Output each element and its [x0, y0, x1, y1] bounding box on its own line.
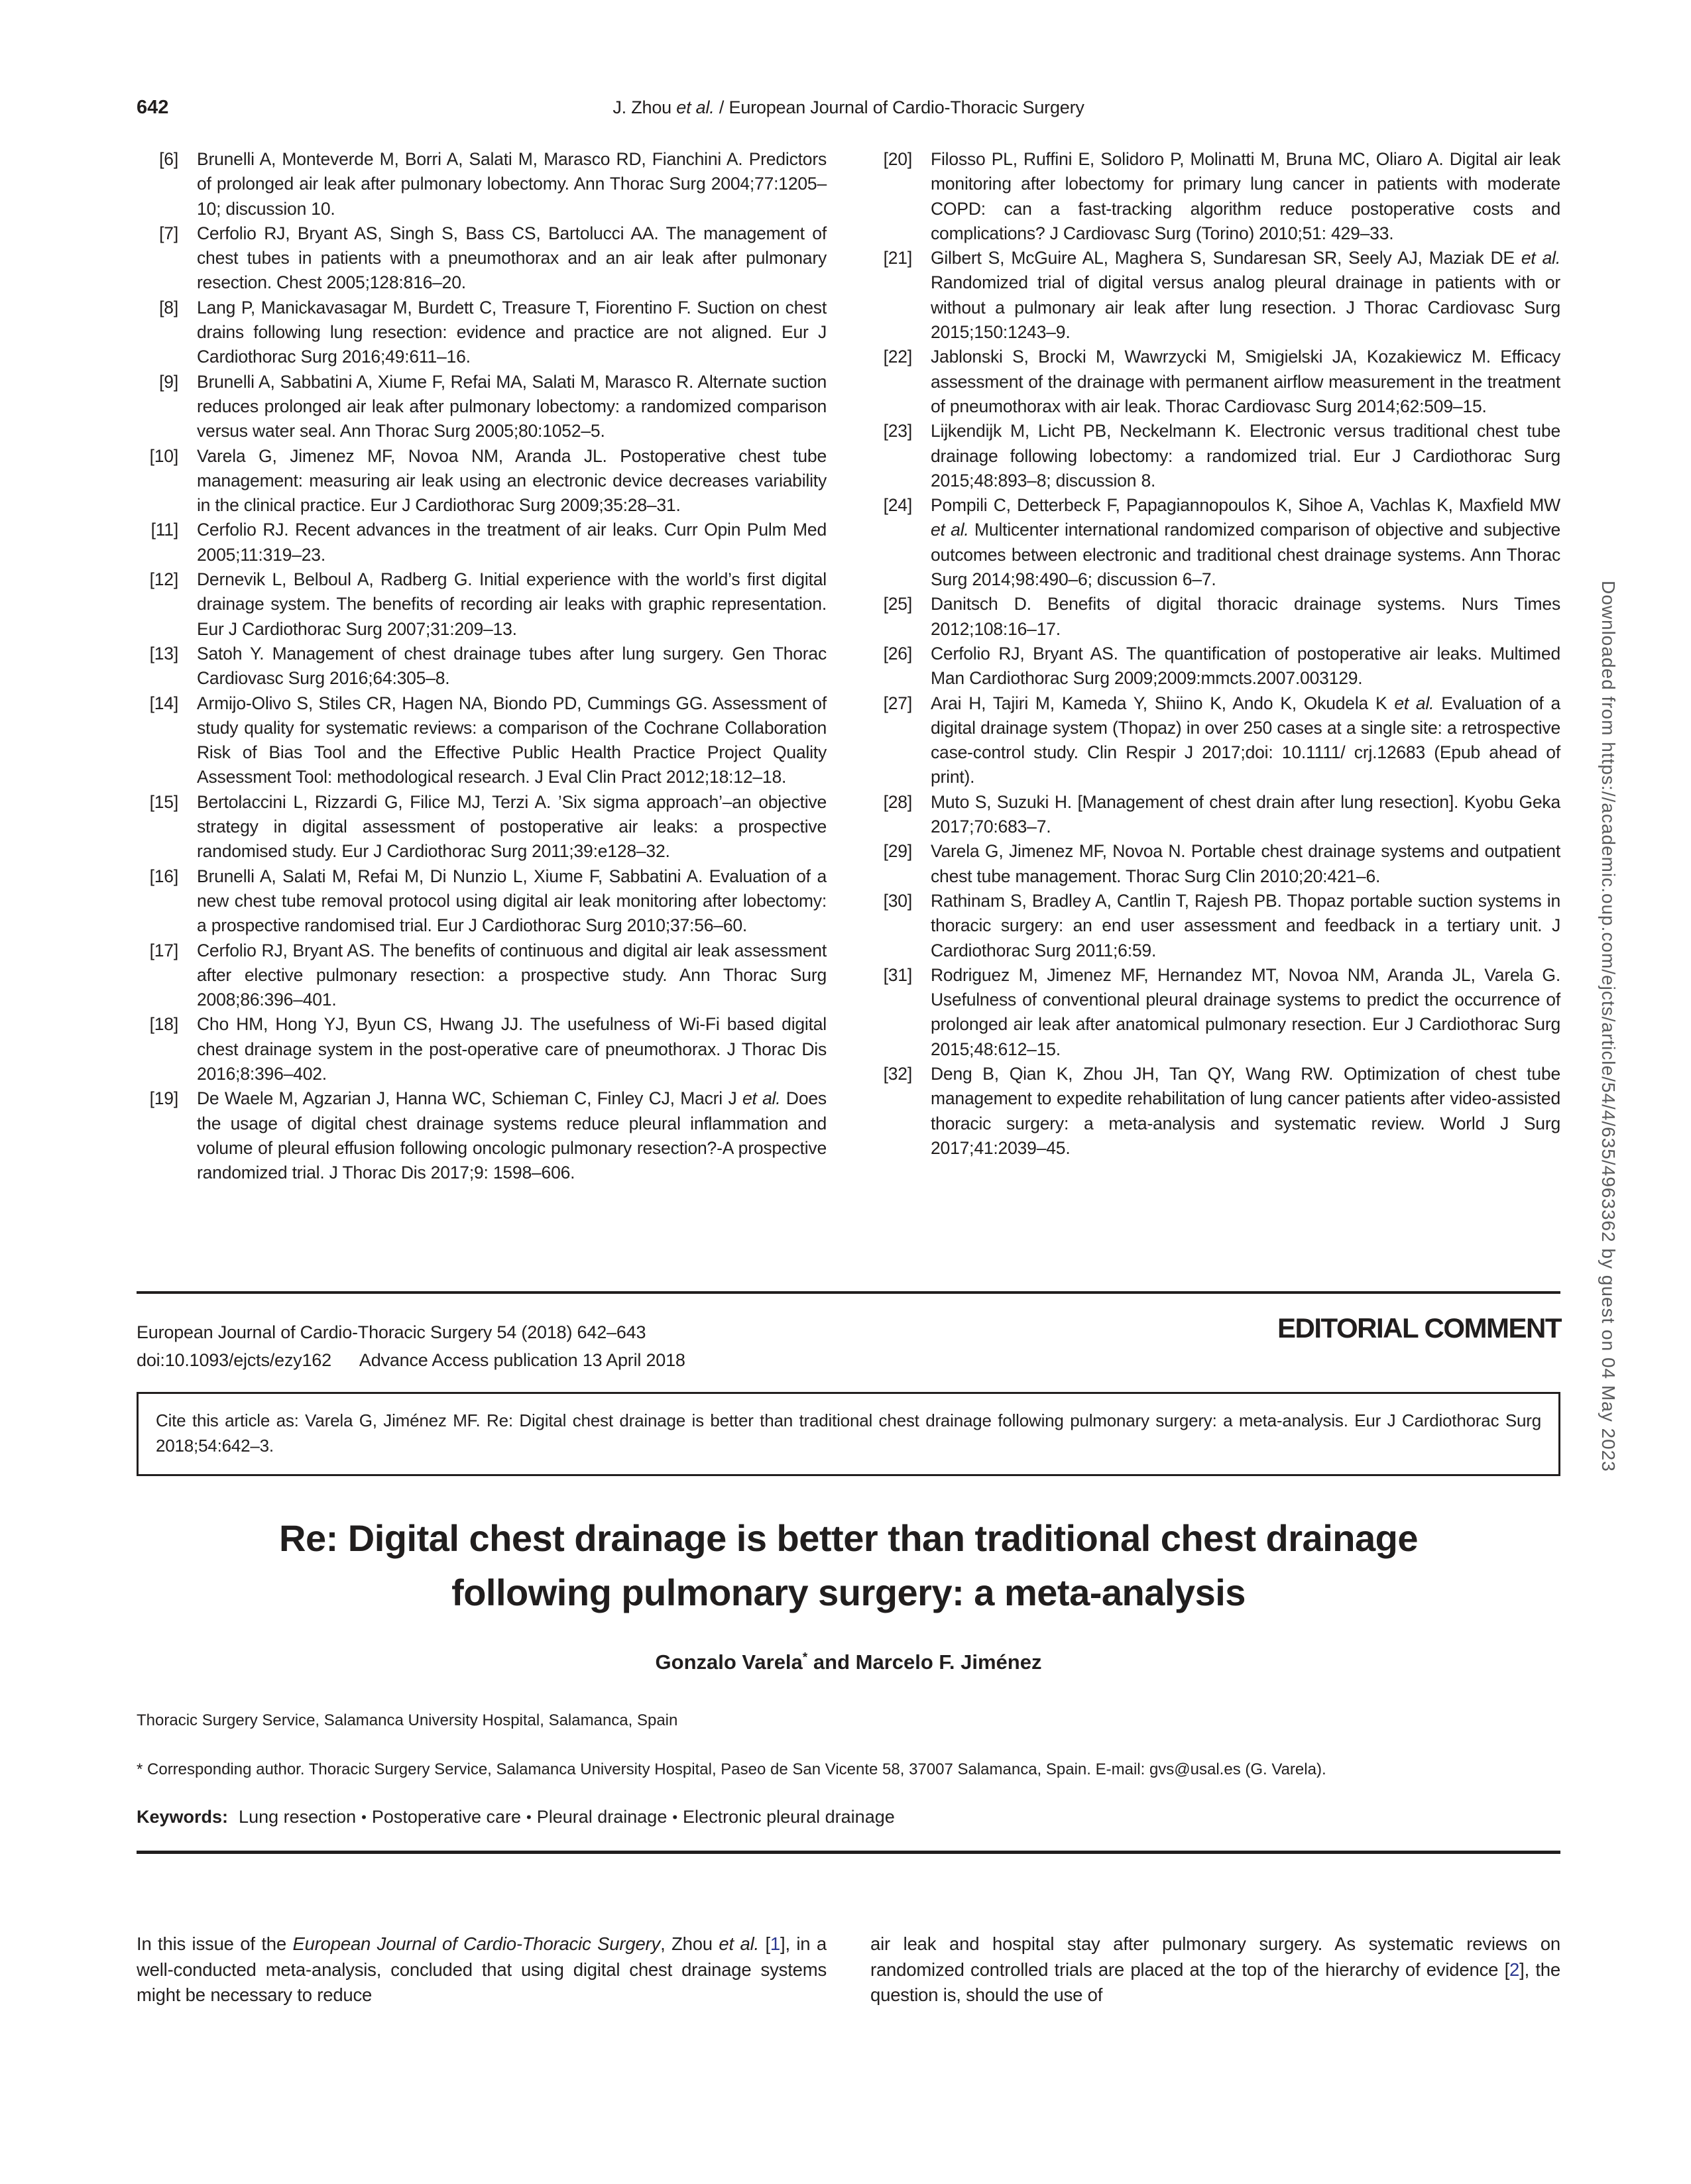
reference-number: [31] [883, 964, 912, 985]
reference-item [870, 246, 1560, 345]
references-right-column [870, 147, 1560, 1185]
reference-text [197, 223, 827, 293]
text-segment: et al. [1394, 693, 1434, 713]
text-segment: et al. [719, 1933, 759, 1954]
text-segment: ], in a well-conducted meta-analysis, concluded that using digital chest drainage systems might be necessary to reduce [137, 1933, 827, 2005]
text-segment: [ [758, 1933, 770, 1954]
text-segment: Dernevik L, Belboul A, Radberg G. Initial experience with the world’s first digital drainage system. The benefits of recording air leaks with graphic representation. Eur J Cardiothorac Surg 2007;31:209–13. [197, 569, 827, 639]
reference-item [137, 939, 827, 1013]
reference-text [197, 941, 827, 1010]
reference-number: [8] [159, 297, 178, 317]
text-segment: / European Journal of Cardio-Thoracic Surgery [714, 97, 1084, 117]
reference-number: [27] [883, 693, 912, 713]
reference-number: [24] [883, 495, 912, 516]
reference-text [197, 866, 827, 936]
text-segment: J. Zhou [612, 97, 677, 117]
keyword: Lung resection [239, 1807, 357, 1827]
text-segment: Cho HM, Hong YJ, Byun CS, Hwang JJ. The usefulness of Wi-Fi based digital chest drainage system in the post-operative care of pneumothorax. J Thorac Dis 2016;8:396–402. [197, 1014, 827, 1084]
reference-number: [29] [883, 841, 912, 862]
reference-number: [9] [159, 371, 178, 392]
article-title [137, 1511, 1560, 1620]
reference-text [197, 1088, 827, 1182]
download-watermark: Downloaded from https://academic.oup.com/ejcts/article/54/4/635/4963362 by guest on 04 May 2023 [1598, 581, 1619, 1472]
advance-access-text: Advance Access publication 13 April 2018 [359, 1350, 685, 1370]
article-title-line1: Re: Digital chest drainage is better than traditional chest drainage [279, 1517, 1418, 1559]
reference-text [197, 792, 827, 862]
reference-item [870, 642, 1560, 691]
reference-number: [13] [149, 643, 178, 663]
reference-text [197, 298, 827, 367]
reference-item [137, 296, 827, 370]
reference-text [197, 644, 827, 688]
reference-number: [32] [883, 1063, 912, 1084]
text-segment: Satoh Y. Management of chest drainage tubes after lung surgery. Gen Thorac Cardiovasc Surg 2016;64:305–8. [197, 643, 827, 689]
reference-text [931, 149, 1560, 243]
reference-text [931, 693, 1560, 787]
reference-text [931, 594, 1560, 638]
reference-item [870, 839, 1560, 889]
reference-number: [10] [149, 445, 178, 466]
text-segment: et al. [1521, 248, 1560, 268]
text-segment: air leak and hospital stay after pulmonary surgery. As systematic reviews on randomized controlled trials are placed at the top of the hierarchy of evidence [ [870, 1933, 1560, 1980]
reference-number: [25] [883, 594, 912, 614]
reference-number: [23] [883, 421, 912, 441]
text-segment: Lijkendijk M, Licht PB, Neckelmann K. Electronic versus traditional chest tube drainage following lobectomy: a randomized trial. Eur J Cardiothorac Surg 2015;48:893–8; discussion 8. [931, 421, 1560, 490]
text-segment: et al. [742, 1088, 781, 1109]
text-segment: Does the usage of digital chest drainage systems reduce pleural inflammation and volume of pleural effusion following oncologic pulmonary resection?-A prospective randomized trial. J Thorac Dis 2017;9: 1598–606. [197, 1088, 827, 1183]
reference-number: [20] [883, 149, 912, 169]
reference-item [137, 444, 827, 518]
journal-info-block [137, 1322, 1131, 1371]
reference-text [931, 792, 1560, 836]
citation-link[interactable]: 2 [1509, 1959, 1520, 1980]
text-segment: Randomized trial of digital versus analog pleural drainage in patients with or without a pulmonary air leak after lung resection. J Thorac Cardiovasc Surg 2015;150:1243–9. [931, 272, 1560, 343]
reference-item [137, 147, 827, 221]
doi-text: doi:10.1093/ejcts/ezy162 [137, 1350, 331, 1370]
reference-item [137, 790, 827, 864]
reference-text [197, 372, 827, 441]
doi-line [137, 1350, 1131, 1371]
reference-text [197, 693, 827, 787]
reference-number: [15] [149, 791, 178, 812]
text-segment: Cerfolio RJ. Recent advances in the treatment of air leaks. Curr Opin Pulm Med 2005;11:319–23. [197, 520, 827, 565]
references-left-column [137, 147, 827, 1185]
text-segment: Danitsch D. Benefits of digital thoracic drainage systems. Nurs Times 2012;108:16–17. [931, 594, 1560, 639]
reference-text [931, 347, 1560, 416]
reference-number: [21] [883, 248, 912, 268]
cite-box-text: Cite this article as: Varela G, Jiménez MF. Re: Digital chest drainage is better than traditional chest drainage following pulmonary surgery: a meta-analysis. Eur J Cardiothorac Surg 2018;54:642–3. [156, 1410, 1541, 1456]
keyword-separator-bullet: • [526, 1809, 532, 1825]
text-segment: Brunelli A, Salati M, Refai M, Di Nunzio L, Xiume F, Sabbatini A. Evaluation of a new chest tube removal protocol using digital air leak monitoring after lobectomy: a prospective randomised trial. Eur J Cardiothorac Surg 2010;37:56–60. [197, 866, 827, 936]
text-segment: In this issue of the [137, 1933, 293, 1954]
text-segment: and Marcelo F. Jiménez [807, 1650, 1042, 1674]
corresponding-author-note: * Corresponding author. Thoracic Surgery Service, Salamanca University Hospital, Paseo de San Vicente 58, 37007 Salamanca, Spain. E-mail: gvs@usal.es (G. Varela). [137, 1760, 1326, 1778]
keywords-row [137, 1807, 1560, 1827]
text-segment: Rathinam S, Bradley A, Cantlin T, Rajesh PB. Thopaz portable suction systems in thoracic surgery: an end user assessment and feedback in a tertiary unit. J Cardiothorac Surg 2011;6:59. [931, 890, 1560, 960]
reference-number: [30] [883, 890, 912, 911]
reference-number: [12] [149, 569, 178, 590]
reference-text [197, 1014, 827, 1084]
text-segment: * [802, 1650, 808, 1665]
reference-text [931, 248, 1560, 342]
reference-item [870, 493, 1560, 592]
text-segment: Multicenter international randomized comparison of objective and subjective outcomes between electronic and traditional chest drainage systems. Ann Thorac Surg 2014;98:490–6; discussion 6–7. [931, 520, 1560, 590]
keyword: Postoperative care [371, 1807, 521, 1827]
reference-item [870, 691, 1560, 790]
reference-text [931, 841, 1560, 886]
reference-text [197, 569, 827, 639]
text-segment: et al. [676, 97, 715, 117]
reference-number: [14] [149, 693, 178, 713]
text-segment: Varela G, Jimenez MF, Novoa N. Portable chest drainage systems and outpatient chest tube management. Thorac Surg Clin 2010;20:421–6. [931, 841, 1560, 886]
reference-item [137, 864, 827, 939]
reference-number: [19] [149, 1088, 178, 1109]
text-segment: Brunelli A, Sabbatini A, Xiume F, Refai MA, Salati M, Marasco R. Alternate suction reduces prolonged air leak after pulmonary lobectomy: a randomized comparison versus water seal. Ann Thorac Surg 2005;80:1052–5. [197, 371, 827, 441]
reference-number: [22] [883, 347, 912, 367]
reference-number: [17] [149, 940, 178, 960]
article-authors [137, 1650, 1560, 1674]
editorial-body [137, 1931, 1560, 2008]
reference-item [870, 1062, 1560, 1161]
reference-text [931, 1064, 1560, 1158]
reference-item [137, 1012, 827, 1086]
text-segment: European Journal of Cardio-Thoracic Surgery [292, 1933, 661, 1954]
reference-text [931, 644, 1560, 688]
reference-text [931, 965, 1560, 1059]
reference-number: [16] [149, 866, 178, 886]
reference-text [197, 149, 827, 219]
reference-number: [18] [149, 1014, 178, 1035]
reference-item [870, 790, 1560, 840]
page-header [137, 97, 1560, 123]
reference-number: [7] [159, 223, 178, 243]
reference-text [931, 891, 1560, 960]
text-segment: Brunelli A, Monteverde M, Borri A, Salati M, Marasco RD, Fianchini A. Predictors of prolonged air leak after pulmonary lobectomy. Ann Thorac Surg 2004;77:1205–10; discussion 10. [197, 149, 827, 219]
reference-text [197, 520, 827, 564]
text-segment: Lang P, Manickavasagar M, Burdett C, Treasure T, Fiorentino F. Suction on chest drains following lung resection: evidence and practice are not aligned. Eur J Cardiothorac Surg 2016;49:611–16. [197, 297, 827, 367]
section-divider-rule [137, 1291, 1560, 1294]
reference-item [137, 518, 827, 567]
reference-text [931, 495, 1560, 589]
text-segment: Evaluation of a digital drainage system (Thopaz) in over 250 cases at a single site: a retrospective case-control study. Clin Respir J 2017;doi: 10.1111/ crj.12683 (Epub ahead of print). [931, 693, 1560, 787]
body-column-left [137, 1931, 827, 2008]
article-title-line2: following pulmonary surgery: a meta-analysis [451, 1572, 1246, 1613]
references-section [137, 147, 1560, 1185]
reference-item [870, 419, 1560, 493]
reference-number: [26] [883, 643, 912, 663]
reference-item [137, 567, 827, 642]
reference-item [137, 642, 827, 691]
keyword: Electronic pleural drainage [683, 1807, 895, 1827]
text-segment: Gilbert S, McGuire AL, Maghera S, Sundaresan SR, Seely AJ, Maziak DE [931, 248, 1521, 268]
text-segment: De Waele M, Agzarian J, Hanna WC, Schieman C, Finley CJ, Macri J [197, 1088, 742, 1109]
reference-item [870, 592, 1560, 642]
text-segment: Varela G, Jimenez MF, Novoa NM, Aranda JL. Postoperative chest tube management: measuring air leak using an electronic device decreases variability in the clinical practice. Eur J Cardiothorac Surg 2009;35:28–31. [197, 445, 827, 516]
keywords-divider-rule [137, 1851, 1560, 1854]
journal-citation-line: European Journal of Cardio-Thoracic Surgery 54 (2018) 642–643 [137, 1322, 646, 1342]
citation-link[interactable]: 1 [770, 1933, 780, 1954]
reference-item [137, 691, 827, 790]
text-segment: Arai H, Tajiri M, Kameda Y, Shiino K, Ando K, Okudela K [931, 693, 1395, 713]
page-number: 642 [137, 97, 169, 118]
text-segment: ], the question is, should the use of [870, 1959, 1560, 2005]
keywords-label: Keywords: [137, 1807, 229, 1827]
article-affiliation: Thoracic Surgery Service, Salamanca University Hospital, Salamanca, Spain [137, 1711, 678, 1729]
reference-number: [28] [883, 791, 912, 812]
keyword: Pleural drainage [536, 1807, 668, 1827]
keywords-list [239, 1807, 895, 1827]
text-segment: Cerfolio RJ, Bryant AS. The benefits of continuous and digital air leak assessment after elective pulmonary resection: a prospective study. Ann Thorac Surg 2008;86:396–401. [197, 940, 827, 1010]
reference-item [870, 889, 1560, 963]
text-segment: Rodriguez M, Jimenez MF, Hernandez MT, Novoa NM, Aranda JL, Varela G. Usefulness of conventional pleural drainage systems to predict the occurrence of prolonged air leak after anatomical pulmonary resection. Eur J Cardiothorac Surg 2015;48:612–15. [931, 964, 1560, 1059]
text-segment: Bertolaccini L, Rizzardi G, Filice MJ, Terzi A. ’Six sigma approach’–an objective strategy in digital assessment of postoperative air leaks: a prospective randomised study. Eur J Cardiothorac Surg 2011;39:e128–32. [197, 791, 827, 862]
text-segment: Cerfolio RJ, Bryant AS. The quantification of postoperative air leaks. Multimed Man Cardiothorac Surg 2009;2009:mmcts.2007.003129. [931, 643, 1560, 689]
references-list-left [137, 147, 827, 1185]
text-segment: Cerfolio RJ, Bryant AS, Singh S, Bass CS, Bartolucci AA. The management of chest tubes in patients with a pneumothorax and an air leak after pulmonary resection. Chest 2005;128:816–20. [197, 223, 827, 293]
keyword-separator-bullet: • [361, 1809, 367, 1825]
running-head [137, 97, 1560, 118]
cite-box [137, 1392, 1560, 1476]
text-segment: Muto S, Suzuki H. [Management of chest drain after lung resection]. Kyobu Geka 2017;70:683–7. [931, 791, 1560, 837]
reference-item [870, 147, 1560, 246]
text-segment: Gonzalo Varela [655, 1650, 803, 1674]
text-segment: et al. [931, 520, 969, 540]
reference-text [931, 421, 1560, 490]
text-segment: Pompili C, Detterbeck F, Papagiannopoulos K, Sihoe A, Vachlas K, Maxfield MW [931, 495, 1560, 516]
text-segment: Armijo-Olivo S, Stiles CR, Hagen NA, Biondo PD, Cummings GG. Assessment of study quality for systematic reviews: a comparison of the Cochrane Collaboration Risk of Bias Tool and the Effective Public Health Practice Project Quality Assessment Tool: methodological research. J Eval Clin Pract 2012;18:12–18. [197, 693, 827, 787]
editorial-comment-label: EDITORIAL COMMENT [1277, 1312, 1561, 1344]
references-list-right [870, 147, 1560, 1161]
reference-item [137, 370, 827, 444]
text-segment: Jablonski S, Brocki M, Wawrzycki M, Smigielski JA, Kozakiewicz M. Efficacy assessment of the drainage with permanent airflow measurement in the treatment of pneumothorax with air leak. Thorac Cardiovasc Surg 2014;62:509–15. [931, 347, 1560, 416]
keyword-separator-bullet: • [672, 1809, 678, 1825]
reference-number: [6] [159, 149, 178, 169]
reference-item [137, 221, 827, 296]
reference-text [197, 446, 827, 516]
text-segment: Filosso PL, Ruffini E, Solidoro P, Molinatti M, Bruna MC, Oliaro A. Digital air leak monitoring after lobectomy for primary lung cancer in patients with moderate COPD: can a fast-tracking algorithm reduce postoperative costs and complications? J Cardiovasc Surg (Torino) 2010;51: 429–33. [931, 149, 1560, 243]
reference-number: [11] [150, 520, 178, 540]
body-column-right [870, 1931, 1560, 2008]
reference-item [870, 345, 1560, 419]
reference-item [870, 963, 1560, 1062]
reference-item [137, 1086, 827, 1185]
text-segment: Deng B, Qian K, Zhou JH, Tan QY, Wang RW. Optimization of chest tube management to expedite rehabilitation of lung cancer patients after video-assisted thoracic surgery: a meta-analysis and systematic review. World J Surg 2017;41:2039–45. [931, 1063, 1560, 1158]
text-segment: , Zhou [660, 1933, 719, 1954]
